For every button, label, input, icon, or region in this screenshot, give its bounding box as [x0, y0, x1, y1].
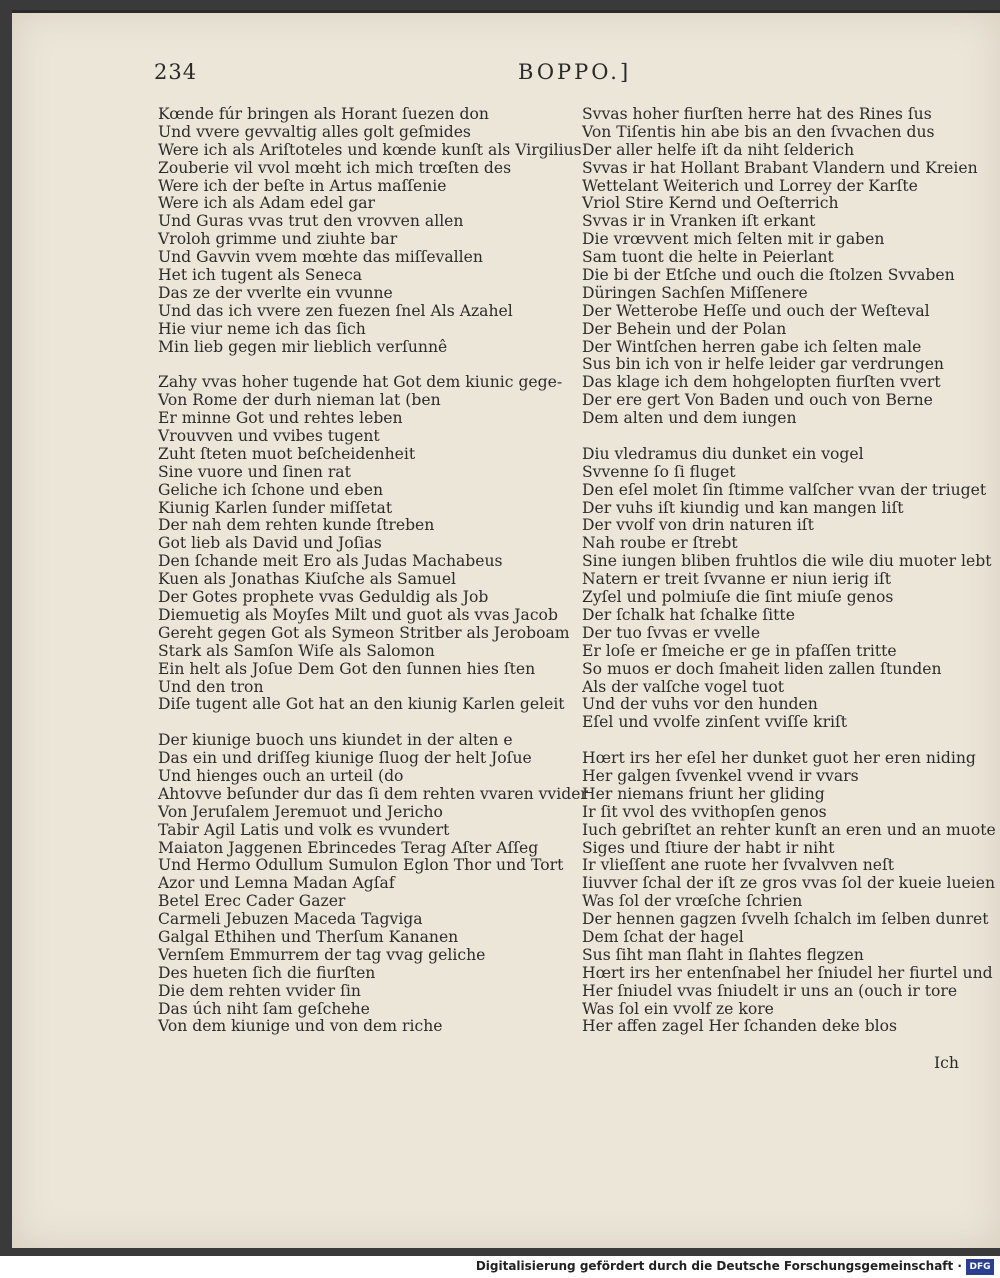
- verse-line: Kiunig Karlen ſunder miſſetat: [158, 498, 393, 517]
- verse-line: Düringen Sachſen Miſſenere: [582, 283, 808, 302]
- verse-line: Tabir Agil Latis und volk es vvundert: [158, 820, 450, 839]
- verse-line: Hœrt irs her eſel her dunket guot her eren niding: [582, 749, 976, 768]
- verse-line: Her galgen ſvvenkel vvend ir vvars: [582, 766, 859, 785]
- verse-line: Kuen als Jonathas Kiuſche als Samuel: [158, 570, 457, 589]
- verse-line: Diu vledramus diu dunket ein vogel: [582, 444, 864, 463]
- verse-line: Her affen zagel Her ſchanden deke blos: [582, 1017, 898, 1036]
- verse-line: Sus ſiht man ſlaht in ſlahtes flegzen: [582, 945, 864, 964]
- verse-line: Ein helt als Joſue Dem Got den ſunnen hies ſten: [158, 659, 536, 678]
- verse-line: Der Wintſchen herren gabe ich ſelten male: [582, 337, 922, 356]
- verse-line: Her ſniudel vvas ſniudelt ir uns an (ouch ir tore: [582, 981, 958, 1000]
- verse-line: Er minne Got und rehtes leben: [158, 409, 403, 428]
- verse-line: Min lieb gegen mir lieblich verſunnê: [158, 337, 448, 356]
- verse-line: So muos er doch ſmaheit liden zallen ſtunden: [582, 659, 942, 678]
- verse-line: Diſe tugent alle Got hat an den kiunig Karlen geleit: [158, 695, 565, 714]
- verse-line: Vernſem Emmurrem der tag vvag geliche: [158, 945, 486, 964]
- verse-line: Dem alten und dem iungen: [582, 409, 797, 428]
- verse-line: Geliche ich ſchone und eben: [158, 480, 384, 499]
- verse-line: Der vuhs iſt kiundig und kan mangen liſt: [582, 498, 904, 517]
- verse-line: Iiuvver ſchal der iſt ze gros vvas ſol der kueie lueien: [582, 874, 996, 893]
- verse-line: Und der vuhs vor den hunden: [582, 695, 818, 714]
- verse-line: Das ein und driſſeg kiunige ſluog der helt Joſue: [158, 749, 532, 768]
- verse-line: Der kiunige buoch uns kiundet in der alten e: [158, 731, 513, 750]
- verse-line: Wettelant Weiterich und Lorrey der Karſte: [582, 176, 918, 195]
- verse-line: Got lieb als David und Joſias: [158, 534, 382, 553]
- verse-line: Ir vlieſſent ane ruote her ſvvalvven neſt: [582, 856, 894, 875]
- verse-line: Nah roube er ſtrebt: [582, 534, 738, 553]
- verse-line: Der Wetterobe Heſſe und ouch der Weſteval: [582, 301, 930, 320]
- stanza: [582, 446, 992, 732]
- verse-line: Zyſel und polmiuſe die ſint miuſe genos: [582, 588, 894, 607]
- verse-line: Die dem rehten vvider ſin: [158, 981, 361, 1000]
- stanza: [582, 106, 992, 428]
- verse-line: Der hennen gagzen ſvvelh ſchalch im ſelben dunret: [582, 910, 989, 929]
- verse-line: Was ſol ein vvolf ze kore: [582, 999, 774, 1018]
- verse-line: Und Hermo Odullum Sumulon Eglon Thor und Tort: [158, 856, 564, 875]
- verse-line: Vroloh grimme und ziuhte bar: [158, 230, 398, 249]
- verse-line: Von Jeruſalem Jeremuot und Jericho: [158, 802, 443, 821]
- page-number: 234: [154, 60, 198, 84]
- verse-line: Ahtovve beſunder dur das ſi dem rehten vvaren vvider: [158, 784, 588, 803]
- verse-line: Hœrt irs her entenſnabel her ſniudel her fiurtel und: [582, 963, 993, 982]
- verse-line: Azor und Lemna Madan Agſaf: [158, 874, 395, 893]
- verse-line: Svvas hoher fiurſten herre hat des Rines ſus: [582, 105, 932, 123]
- stanza: [582, 749, 996, 1036]
- verse-line: Des hueten ſich die fiurſten: [158, 963, 376, 982]
- verse-line: Und den tron: [158, 677, 264, 696]
- verse-line: Natern er treit ſvvanne er niun ierig iſt: [582, 570, 891, 589]
- verse-line: Dem ſchat der hagel: [582, 927, 744, 946]
- verse-line: Siges und ſtiure der habt ir niht: [582, 838, 835, 857]
- verse-line: Het ich tugent als Seneca: [158, 266, 363, 285]
- verse-line: Den eſel molet ſin ſtimme valſcher vvan der triuget: [582, 480, 987, 499]
- verse-line: Und Gavvin vvem mœhte das miſſevallen: [158, 248, 483, 267]
- verse-line: Eſel und vvolfe zinſent vviſſe kriſt: [582, 713, 848, 732]
- verse-line: Sine iungen bliben fruhtlos die wile diu muoter lebt: [582, 552, 992, 571]
- verse-line: Der ſchalk hat ſchalke ſitte: [582, 605, 795, 624]
- verse-line: Und vvere gevvaltig alles golt geſmides: [158, 122, 471, 141]
- verse-line: Were ich als Ariſtoteles und kœnde kunſt als Virgilius: [158, 140, 582, 159]
- top-edge: [12, 10, 1000, 13]
- verse-line: Der ere gert Von Baden und ouch von Berne: [582, 391, 933, 410]
- verse-line: Svvas ir in Vranken iſt erkant: [582, 212, 816, 231]
- verse-line: Sus bin ich von ir helfe leider gar verdrungen: [582, 355, 944, 374]
- verse-line: Das ze der vverlte ein vvunne: [158, 283, 393, 302]
- verse-line: Ir ſit vvol des vvithopſen genos: [582, 802, 827, 821]
- right-column: [582, 105, 996, 1054]
- verse-line: Das klage ich dem hohgelopten fiurſten vvert: [582, 373, 941, 392]
- verse-line: Maiaton Jaggenen Ebrincedes Terag Aſter Aſſeg: [158, 838, 539, 857]
- catchword: Ich: [934, 1054, 959, 1072]
- verse-line: Er loſe er ſmeiche er ge in pfaſſen tritte: [582, 641, 897, 660]
- verse-line: Und das ich vvere zen fuezen ſnel Als Azahel: [158, 301, 513, 320]
- verse-line: Iuch gebriſtet an rehter kunſt an eren und an muote: [582, 820, 996, 839]
- verse-line: Her niemans friunt her gliding: [582, 784, 825, 803]
- verse-line: Den ſchande meit Ero als Judas Machabeus: [158, 552, 503, 571]
- verse-line: Stark als Samſon Wiſe als Salomon: [158, 641, 435, 660]
- verse-line: Der Gotes prophete vvas Geduldig als Job: [158, 588, 489, 607]
- footer-credit: Digitalisierung gefördert durch die Deutsche Forschungsgemeinschaft ·: [475, 1259, 962, 1273]
- dfg-logo: DFG: [966, 1259, 994, 1275]
- stanza: [158, 105, 582, 356]
- verse-line: Zouberie vil vvol mœht ich mich trœſten des: [158, 158, 512, 177]
- verse-line: Betel Erec Cader Gazer: [158, 892, 346, 911]
- verse-line: Das úch niht ſam geſchehe: [158, 999, 370, 1018]
- verse-line: Die vrœvvent mich ſelten mit ir gaben: [582, 230, 885, 249]
- verse-line: Vrouvven und vvibes tugent: [158, 427, 380, 446]
- running-head: BOPPO.]: [518, 60, 632, 84]
- verse-line: Kœnde fúr bringen als Horant ſuezen don: [158, 105, 489, 123]
- verse-line: Carmeli Jebuzen Maceda Tagviga: [158, 910, 423, 929]
- verse-line: Der Behein und der Polan: [582, 319, 787, 338]
- verse-line: Von dem kiunige und von dem riche: [158, 1017, 443, 1036]
- verse-line: Sine vuore und ſinen rat: [158, 462, 351, 481]
- verse-line: Svvenne ſo ſi fluget: [582, 462, 736, 481]
- verse-line: Zahy vvas hoher tugende hat Got dem kiunic gege-: [158, 373, 563, 392]
- verse-line: Gereht gegen Got als Symeon Stritber als Jeroboam: [158, 623, 570, 642]
- left-column: [158, 105, 588, 1054]
- verse-line: Hie viur neme ich das ſich: [158, 319, 366, 338]
- stanza: [158, 731, 588, 1036]
- book-page: [12, 10, 1000, 1248]
- verse-line: Der vvolf von drin naturen iſt: [582, 516, 814, 535]
- verse-line: Vriol Stire Kernd und Oeſterrich: [582, 194, 839, 213]
- digitization-footer: [0, 1256, 1000, 1278]
- verse-line: Sam tuont die helte in Peierlant: [582, 248, 834, 267]
- verse-line: Und hienges ouch an urteil (do: [158, 766, 404, 785]
- verse-line: Der aller helfe iſt da niht ſelderich: [582, 140, 855, 159]
- verse-line: Was ſol der vrœſche ſchrien: [582, 892, 803, 911]
- verse-line: Der nah dem rehten kunde ſtreben: [158, 516, 435, 535]
- verse-line: Der tuo ſvvas er vvelle: [582, 623, 761, 642]
- verse-line: Von Rome der durh nieman lat (ben: [158, 391, 441, 410]
- verse-line: Als der valſche vogel tuot: [582, 677, 784, 696]
- verse-line: Were ich als Adam edel gar: [158, 194, 375, 213]
- verse-line: Zuht ſteten muot beſcheidenheit: [158, 444, 416, 463]
- verse-line: Svvas ir hat Hollant Brabant Vlandern und Kreien: [582, 158, 978, 177]
- verse-line: Diemuetig als Moyſes Milt und guot als vvas Jacob: [158, 605, 558, 624]
- verse-line: Die bi der Etſche und ouch die ſtolzen Svvaben: [582, 266, 955, 285]
- verse-line: Galgal Ethihen und Therſum Kananen: [158, 927, 459, 946]
- stanza: [158, 374, 578, 714]
- verse-line: Von Tiſentis hin abe bis an den ſvvachen dus: [582, 122, 935, 141]
- verse-line: Und Guras vvas trut den vrovven allen: [158, 212, 464, 231]
- verse-line: Were ich der beſte in Artus maſſenie: [158, 176, 447, 195]
